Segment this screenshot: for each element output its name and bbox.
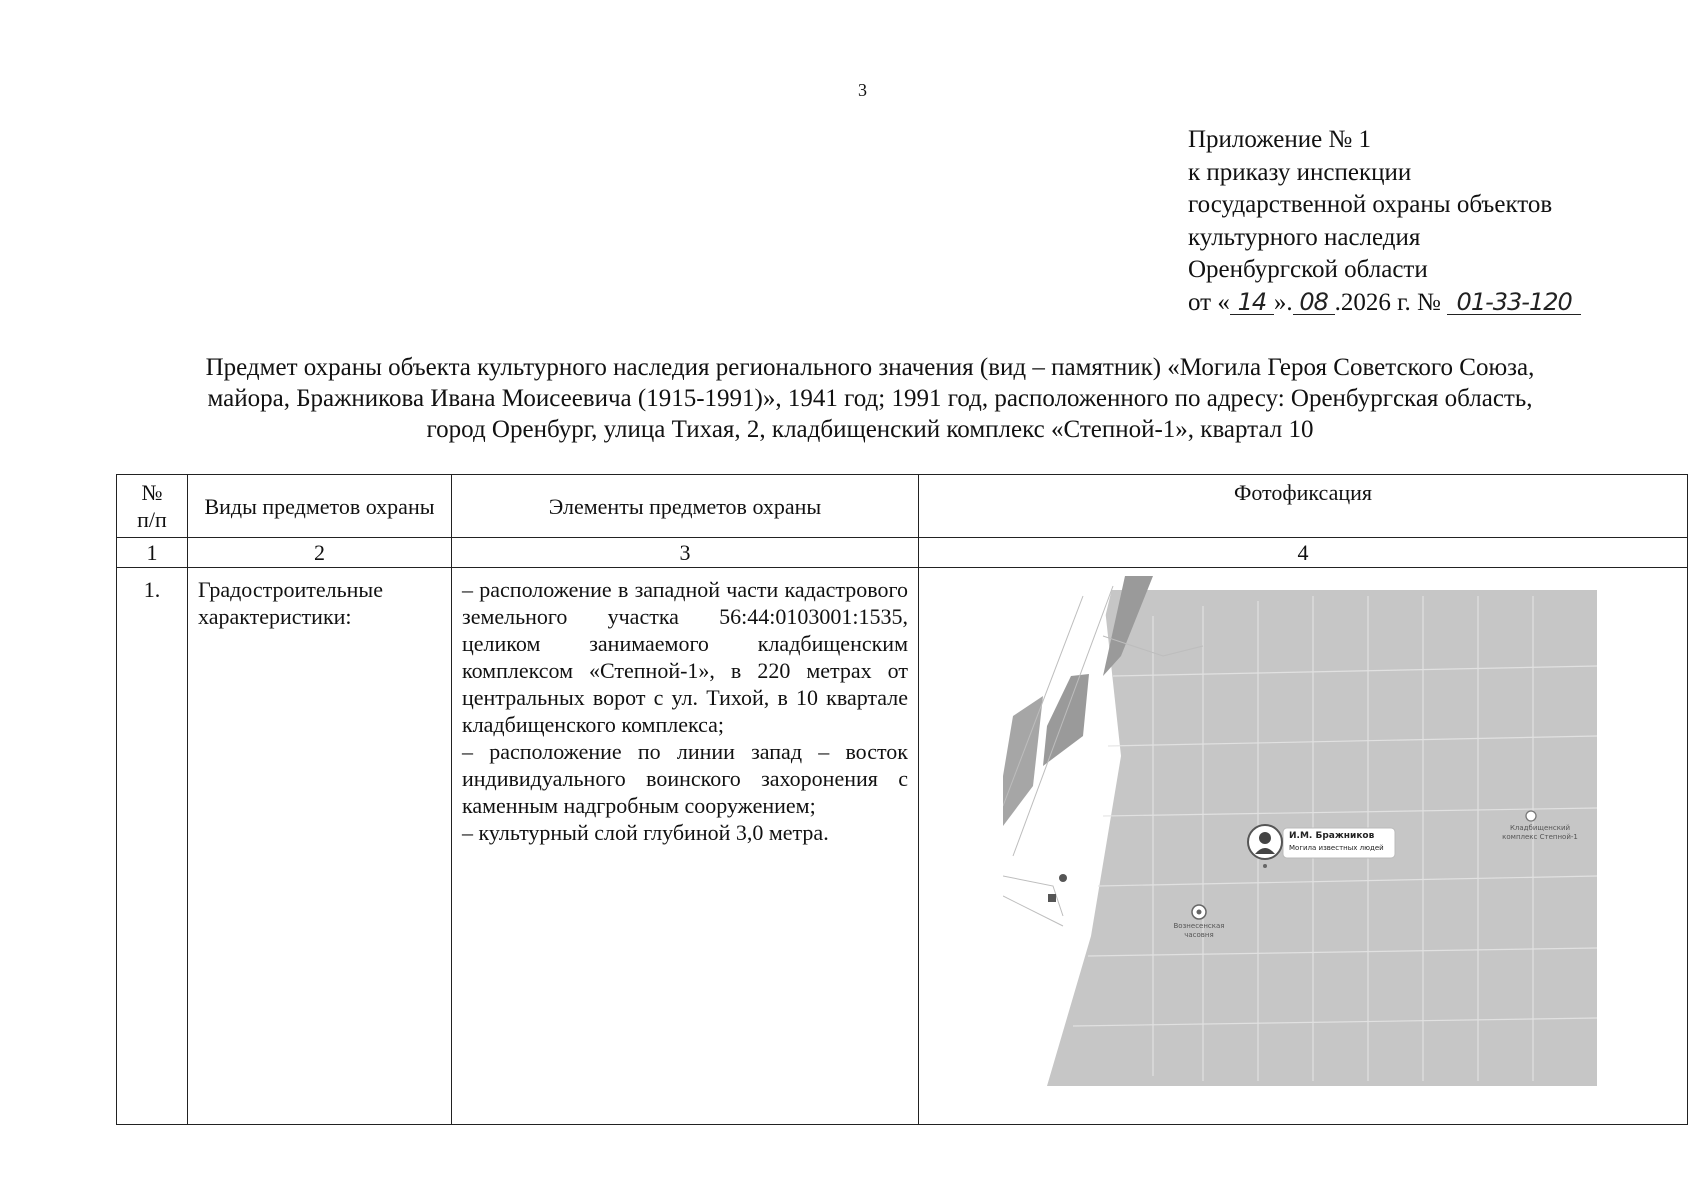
appendix-line: Оренбургской области [1188,256,1428,283]
handwritten-month: 08 [1293,290,1335,315]
header-photo: Фотофиксация [919,475,1688,538]
date-prefix: от « [1188,288,1230,316]
table-header-row [117,475,1688,538]
appendix-date-line [1188,287,1581,320]
header-kind: Виды предметов охраны [188,475,452,538]
element-item: – расположение по линии запад – восток индивидуального воинского захоронения с каменным надгробным сооружением; [462,739,908,818]
map-poi-label: Вознесенская часовня [1173,922,1225,939]
bus-stop-icon [1059,874,1067,882]
appendix-line: к приказу инспекции [1188,158,1412,186]
column-number: 3 [452,538,919,568]
header-num-line: п/п [137,507,167,532]
appendix-line: государственной охраны объектов [1188,191,1553,218]
date-mid: ». [1273,288,1293,316]
row-num: 1. [117,568,188,1125]
map-pin-icon[interactable] [1526,811,1536,821]
appendix-line: Приложение № 1 [1188,126,1372,153]
table-row [117,568,1688,1125]
date-year: .2026 г. № [1334,288,1441,316]
map-marker-subtitle: Могила известных людей [1289,844,1384,852]
parking-icon [1048,894,1056,902]
column-number: 2 [188,538,452,568]
title-line: Предмет охраны объекта культурного наследия регионального значения (вид – памятник) «Могила Героя Советского Союза, [205,354,1535,381]
header-num [117,475,188,538]
handwritten-day: 14 [1230,290,1274,315]
element-item: – расположение в западной части кадастрового земельного участка 56:44:0103001:1535, целиком занимаемого кладбищенским комплексом «Степной-1», в 220 метрах от центральных ворот с ул. Тихой, в 10 квартале кладбищенского комплекса; [462,577,908,737]
map-poi-label: Кладбищенский комплекс Степной-1 [1502,824,1578,841]
appendix-block [1188,124,1581,319]
map-marker-title: И.М. Бражников [1289,831,1375,841]
protection-table [116,474,1688,1125]
location-map [1003,576,1597,1086]
title-line: город Оренбург, улица Тихая, 2, кладбищенский комплекс «Степной-1», квартал 10 [426,416,1314,443]
page-number: 3 [858,80,867,100]
column-number-row [117,538,1688,568]
row-elements [452,568,919,1125]
title-line: майора, Бражникова Ивана Моисеевича (1915-1991)», 1941 год; 1991 год, расположенного по адресу: Оренбургская область, [207,385,1533,412]
column-number: 4 [919,538,1688,568]
column-number: 1 [117,538,188,568]
row-kind: Градостроительные характеристики: [188,568,452,1125]
header-num-line: № [141,480,163,505]
element-item: – культурный слой глубиной 3,0 метра. [462,820,829,845]
appendix-line: культурного наследия [1188,223,1421,251]
photo-cell [919,568,1688,1125]
document-title [100,352,1640,445]
handwritten-doc-number: 01-33-120 [1447,290,1581,315]
header-elements: Элементы предметов охраны [452,475,919,538]
